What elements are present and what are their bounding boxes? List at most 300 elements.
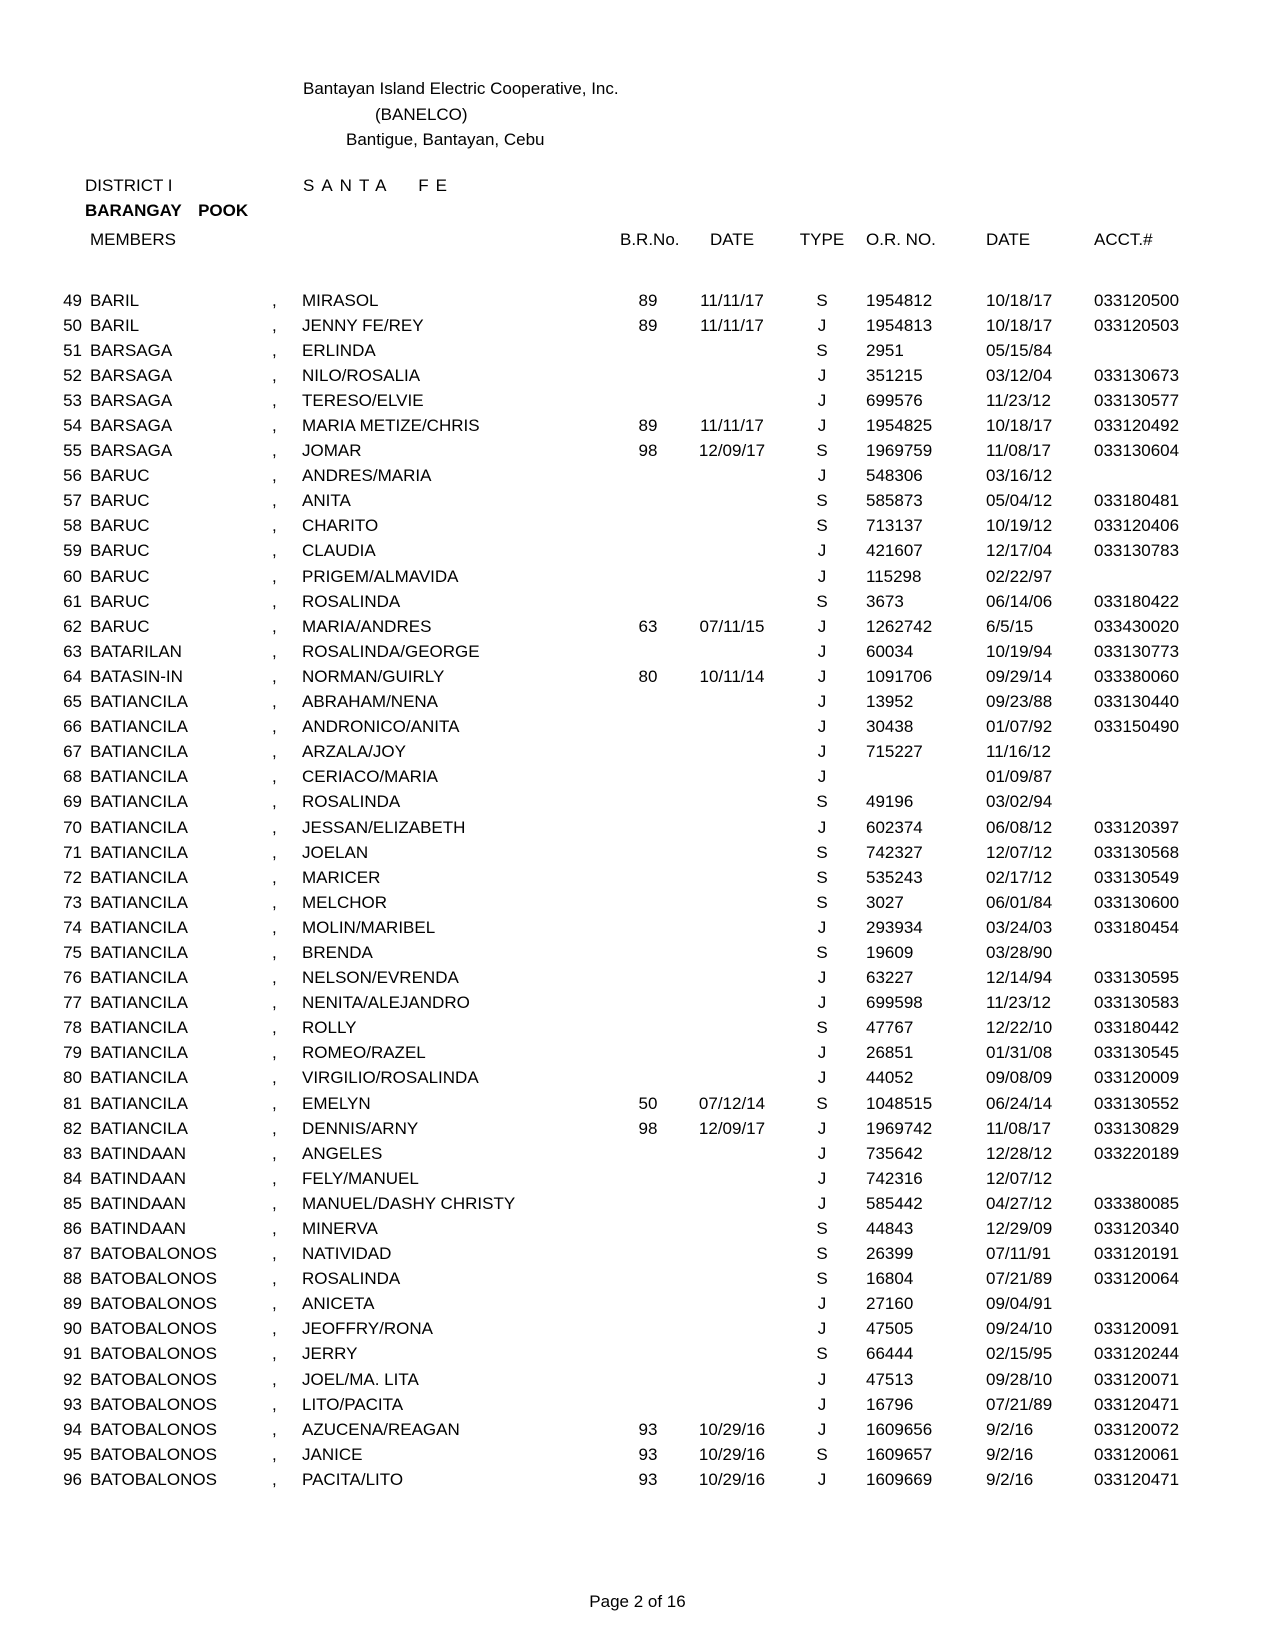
or-no-cell: 535243: [866, 867, 923, 887]
row-number: 63: [63, 641, 82, 661]
row-number: 60: [63, 566, 82, 586]
given-name-cell: MANUEL/DASHY CHRISTY: [302, 1193, 516, 1213]
given-name-cell: NILO/ROSALIA: [302, 365, 421, 385]
row-number: 72: [63, 867, 82, 887]
or-no-cell: 30438: [866, 717, 914, 737]
given-name-cell: ANICETA: [302, 1294, 375, 1314]
name-separator: ,: [272, 666, 277, 686]
or-no-cell: 13952: [866, 692, 914, 712]
row-number: 54: [63, 416, 82, 436]
br-date-cell: 11/11/17: [700, 315, 764, 335]
given-name-cell: NELSON/EVRENDA: [302, 968, 459, 988]
given-name-cell: ABRAHAM/NENA: [302, 692, 439, 712]
row-number: 49: [63, 290, 82, 310]
table-row: [50, 639, 1200, 664]
or-no-cell: 16804: [866, 1269, 914, 1289]
type-cell: J: [817, 1193, 827, 1213]
name-separator: ,: [272, 792, 277, 812]
table-row: [50, 539, 1200, 564]
or-no-cell: 1609656: [866, 1419, 933, 1439]
type-cell: J: [817, 993, 827, 1013]
org-address: Bantigue, Bantayan, Cebu: [346, 130, 545, 149]
surname-cell: BATINDAAN: [90, 1143, 187, 1163]
or-no-cell: 60034: [866, 641, 914, 661]
surname-cell: BATIANCILA: [90, 1093, 188, 1113]
name-separator: ,: [272, 993, 277, 1013]
name-separator: ,: [272, 290, 277, 310]
given-name-cell: TERESO/ELVIE: [302, 390, 424, 410]
row-number: 66: [63, 717, 82, 737]
type-cell: J: [817, 315, 827, 335]
or-date-cell: 10/19/94: [986, 641, 1053, 661]
name-separator: ,: [272, 1068, 277, 1088]
acct-cell: 033180442: [1094, 1018, 1180, 1038]
brno-cell: 93: [638, 1419, 658, 1439]
or-date-cell: 11/23/12: [986, 993, 1051, 1013]
name-separator: ,: [272, 1469, 277, 1489]
surname-cell: BATINDAAN: [90, 1219, 187, 1239]
or-no-cell: 351215: [866, 365, 923, 385]
given-name-cell: MARIA/ANDRES: [302, 616, 432, 636]
name-separator: ,: [272, 1244, 277, 1264]
or-no-cell: 1262742: [866, 616, 933, 636]
or-no-cell: 699576: [866, 390, 923, 410]
row-number: 62: [63, 616, 82, 636]
name-separator: ,: [272, 416, 277, 436]
or-date-cell: 09/04/91: [986, 1294, 1053, 1314]
or-no-cell: 66444: [866, 1344, 914, 1364]
type-cell: S: [816, 290, 828, 310]
type-cell: J: [817, 717, 827, 737]
or-no-cell: 735642: [866, 1143, 923, 1163]
name-separator: ,: [272, 917, 277, 937]
type-cell: S: [816, 792, 828, 812]
table-row: [50, 765, 1200, 790]
table-row: [50, 288, 1200, 313]
type-cell: S: [816, 942, 828, 962]
surname-cell: BARUC: [90, 591, 150, 611]
type-cell: S: [816, 1444, 828, 1464]
name-separator: ,: [272, 968, 277, 988]
given-name-cell: CHARITO: [302, 516, 379, 536]
type-cell: J: [817, 1143, 827, 1163]
row-number: 90: [63, 1319, 82, 1339]
table-row: [50, 715, 1200, 740]
given-name-cell: NATIVIDAD: [302, 1244, 392, 1264]
acct-cell: 033130577: [1094, 390, 1180, 410]
or-date-cell: 09/29/14: [986, 666, 1053, 686]
acct-cell: 033120191: [1094, 1244, 1180, 1264]
table-row: [50, 313, 1200, 338]
or-no-cell: 1609657: [866, 1444, 933, 1464]
or-no-cell: 602374: [866, 817, 923, 837]
type-cell: J: [817, 365, 827, 385]
given-name-cell: ROSALINDA: [302, 1269, 401, 1289]
surname-cell: BATOBALONOS: [90, 1344, 217, 1364]
or-no-cell: 548306: [866, 466, 923, 486]
type-cell: S: [816, 892, 828, 912]
row-number: 93: [63, 1394, 82, 1414]
or-no-cell: 293934: [866, 917, 923, 937]
type-cell: J: [817, 616, 827, 636]
brno-cell: 50: [638, 1093, 658, 1113]
type-cell: J: [817, 767, 827, 787]
acct-cell: 033130568: [1094, 842, 1180, 862]
given-name-cell: LITO/PACITA: [302, 1394, 404, 1414]
given-name-cell: FELY/MANUEL: [302, 1168, 419, 1188]
type-cell: J: [817, 1043, 827, 1063]
acct-cell: 033120397: [1094, 817, 1180, 837]
or-no-column-header: O.R. NO.: [866, 230, 936, 249]
or-no-cell: 421607: [866, 541, 923, 561]
or-date-cell: 07/21/89: [986, 1269, 1053, 1289]
or-no-cell: 27160: [866, 1294, 914, 1314]
acct-cell: 033120340: [1094, 1219, 1180, 1239]
name-separator: ,: [272, 1168, 277, 1188]
table-row: [50, 1442, 1200, 1467]
name-separator: ,: [272, 817, 277, 837]
row-number: 59: [63, 541, 82, 561]
acct-cell: 033430020: [1094, 616, 1180, 636]
surname-cell: BARUC: [90, 541, 150, 561]
acct-cell: 033130549: [1094, 867, 1180, 887]
surname-cell: BATIANCILA: [90, 742, 188, 762]
table-row: [50, 1016, 1200, 1041]
acct-cell: 033130673: [1094, 365, 1180, 385]
type-cell: J: [817, 1369, 827, 1389]
or-date-cell: 12/07/12: [986, 842, 1053, 862]
given-name-cell: ANGELES: [302, 1143, 383, 1163]
name-separator: ,: [272, 616, 277, 636]
surname-cell: BATINDAAN: [90, 1193, 187, 1213]
name-separator: ,: [272, 340, 277, 360]
brno-cell: 63: [638, 616, 658, 636]
members-table: [50, 288, 1200, 1493]
or-date-cell: 11/08/17: [986, 441, 1051, 461]
name-separator: ,: [272, 1294, 277, 1314]
name-separator: ,: [272, 767, 277, 787]
or-date-cell: 03/02/94: [986, 792, 1053, 812]
acct-cell: 033180481: [1094, 491, 1180, 511]
row-number: 64: [63, 666, 82, 686]
org-header: [303, 76, 619, 153]
table-row: [50, 1267, 1200, 1292]
table-row: [50, 1342, 1200, 1367]
brno-cell: 93: [638, 1444, 658, 1464]
or-date-cell: 02/15/95: [986, 1344, 1053, 1364]
or-date-cell: 09/28/10: [986, 1369, 1053, 1389]
br-date-cell: 07/11/15: [699, 616, 765, 636]
given-name-cell: MIRASOL: [302, 290, 379, 310]
surname-cell: BARUC: [90, 491, 150, 511]
name-separator: ,: [272, 1319, 277, 1339]
or-date-cell: 07/21/89: [986, 1394, 1053, 1414]
given-name-cell: MARICER: [302, 867, 381, 887]
given-name-cell: EMELYN: [302, 1093, 371, 1113]
row-number: 57: [63, 491, 82, 511]
given-name-cell: BRENDA: [302, 942, 373, 962]
or-no-cell: 47505: [866, 1319, 914, 1339]
name-separator: ,: [272, 390, 277, 410]
table-row: [50, 589, 1200, 614]
table-row: [50, 1467, 1200, 1492]
brno-cell: 98: [638, 1118, 658, 1138]
row-number: 88: [63, 1269, 82, 1289]
surname-cell: BARSAGA: [90, 340, 173, 360]
given-name-cell: JOEL/MA. LITA: [302, 1369, 419, 1389]
type-cell: J: [817, 817, 827, 837]
district-value: SANTA FE: [303, 176, 454, 195]
given-name-cell: JEOFFRY/RONA: [302, 1319, 433, 1339]
surname-cell: BARSAGA: [90, 390, 173, 410]
given-name-cell: ARZALA/JOY: [302, 742, 406, 762]
or-date-cell: 06/01/84: [986, 892, 1053, 912]
surname-cell: BATIANCILA: [90, 792, 188, 812]
surname-cell: BARUC: [90, 466, 150, 486]
brno-cell: 80: [638, 666, 658, 686]
name-separator: ,: [272, 1394, 277, 1414]
br-date-cell: 07/12/14: [698, 1093, 766, 1113]
surname-cell: BATIANCILA: [90, 817, 188, 837]
row-number: 77: [63, 993, 82, 1013]
acct-cell: 033120406: [1094, 516, 1180, 536]
acct-cell: 033130583: [1094, 993, 1180, 1013]
name-separator: ,: [272, 516, 277, 536]
row-number: 61: [63, 591, 82, 611]
br-date-cell: 11/11/17: [700, 290, 764, 310]
or-date-cell: 06/24/14: [986, 1093, 1053, 1113]
table-row: [50, 865, 1200, 890]
given-name-cell: AZUCENA/REAGAN: [302, 1419, 460, 1439]
row-number: 74: [63, 917, 82, 937]
table-row: [50, 1367, 1200, 1392]
table-row: [50, 614, 1200, 639]
or-no-cell: 115298: [866, 566, 922, 586]
type-cell: S: [816, 1219, 828, 1239]
br-date-cell: 10/29/16: [698, 1444, 766, 1464]
table-row: [50, 815, 1200, 840]
acct-cell: 033130783: [1094, 541, 1180, 561]
table-row: [50, 1166, 1200, 1191]
or-no-cell: 699598: [866, 993, 923, 1013]
or-date-cell: 11/23/12: [986, 390, 1051, 410]
or-no-cell: 26399: [866, 1244, 914, 1264]
given-name-cell: NORMAN/GUIRLY: [302, 666, 445, 686]
type-cell: J: [817, 1068, 827, 1088]
surname-cell: BATIANCILA: [90, 842, 188, 862]
type-cell: J: [817, 1319, 827, 1339]
type-cell: J: [817, 416, 827, 436]
name-separator: ,: [272, 742, 277, 762]
acct-cell: 033130595: [1094, 968, 1180, 988]
acct-cell: 033120244: [1094, 1344, 1180, 1364]
surname-cell: BATOBALONOS: [90, 1319, 217, 1339]
table-row: [50, 1216, 1200, 1241]
given-name-cell: ANDRONICO/ANITA: [302, 717, 460, 737]
or-date-cell: 01/07/92: [986, 717, 1053, 737]
or-date-cell: 10/19/12: [986, 516, 1053, 536]
surname-cell: BARIL: [90, 315, 140, 335]
table-row: [50, 1066, 1200, 1091]
row-number: 52: [63, 365, 82, 385]
acct-cell: 033380060: [1094, 666, 1180, 686]
br-date-column-header: DATE: [709, 230, 755, 249]
acct-cell: 033120064: [1094, 1269, 1180, 1289]
surname-cell: BATOBALONOS: [90, 1419, 217, 1439]
row-number: 78: [63, 1018, 82, 1038]
given-name-cell: JESSAN/ELIZABETH: [302, 817, 466, 837]
type-cell: J: [817, 742, 827, 762]
table-row: [50, 514, 1200, 539]
given-name-cell: MOLIN/MARIBEL: [302, 917, 436, 937]
given-name-cell: ROSALINDA: [302, 591, 401, 611]
surname-cell: BATOBALONOS: [90, 1269, 217, 1289]
type-cell: S: [816, 1093, 828, 1113]
acct-cell: 033120091: [1094, 1319, 1180, 1339]
given-name-cell: MARIA METIZE/CHRIS: [302, 416, 480, 436]
name-separator: ,: [272, 466, 277, 486]
given-name-cell: JOMAR: [302, 441, 362, 461]
acct-cell: 033130773: [1094, 641, 1180, 661]
or-no-cell: 26851: [866, 1043, 914, 1063]
or-no-cell: 715227: [866, 742, 923, 762]
type-cell: J: [817, 1469, 827, 1489]
or-date-cell: 03/16/12: [986, 466, 1053, 486]
acct-cell: 033130545: [1094, 1043, 1180, 1063]
surname-cell: BATIANCILA: [90, 717, 188, 737]
br-date-cell: 10/11/14: [699, 666, 765, 686]
type-cell: S: [816, 516, 828, 536]
table-row: [50, 1141, 1200, 1166]
row-number: 86: [63, 1219, 82, 1239]
acct-cell: 033150490: [1094, 717, 1180, 737]
surname-cell: BATOBALONOS: [90, 1294, 217, 1314]
or-no-cell: 3027: [866, 892, 904, 912]
row-number: 75: [63, 942, 82, 962]
members-column-header: MEMBERS: [90, 230, 176, 249]
given-name-cell: PRIGEM/ALMAVIDA: [302, 566, 459, 586]
name-separator: ,: [272, 1043, 277, 1063]
row-number: 85: [63, 1193, 82, 1213]
brno-cell: 98: [638, 441, 658, 461]
row-number: 96: [63, 1469, 82, 1489]
table-row: [50, 413, 1200, 438]
type-cell: S: [816, 491, 828, 511]
type-cell: J: [817, 390, 827, 410]
type-cell: S: [816, 591, 828, 611]
surname-cell: BATIANCILA: [90, 942, 188, 962]
row-number: 82: [63, 1118, 82, 1138]
row-number: 58: [63, 516, 82, 536]
table-row: [50, 1041, 1200, 1066]
row-number: 81: [63, 1093, 82, 1113]
or-no-cell: 16796: [866, 1394, 914, 1414]
given-name-cell: ROLLY: [302, 1018, 357, 1038]
acct-cell: 033130552: [1094, 1093, 1180, 1113]
or-date-cell: 9/2/16: [986, 1419, 1034, 1439]
given-name-cell: MINERVA: [302, 1219, 378, 1239]
acct-cell: 033220189: [1094, 1143, 1180, 1163]
row-number: 76: [63, 968, 82, 988]
or-no-cell: 1048515: [866, 1093, 933, 1113]
row-number: 91: [63, 1344, 82, 1364]
table-row: [50, 940, 1200, 965]
type-cell: S: [816, 1269, 828, 1289]
or-no-cell: 44843: [866, 1219, 914, 1239]
surname-cell: BATIANCILA: [90, 767, 188, 787]
name-separator: ,: [272, 1269, 277, 1289]
surname-cell: BATOBALONOS: [90, 1369, 217, 1389]
org-name: Bantayan Island Electric Cooperative, Inc.: [303, 79, 619, 98]
name-separator: ,: [272, 717, 277, 737]
row-number: 73: [63, 892, 82, 912]
given-name-cell: ANDRES/MARIA: [302, 466, 432, 486]
type-cell: J: [817, 968, 827, 988]
given-name-cell: ROMEO/RAZEL: [302, 1043, 426, 1063]
surname-cell: BATIANCILA: [90, 1068, 188, 1088]
name-separator: ,: [272, 1419, 277, 1439]
surname-cell: BATOBALONOS: [90, 1394, 217, 1414]
surname-cell: BATASIN-IN: [90, 666, 183, 686]
brno-cell: 93: [638, 1469, 658, 1489]
acct-cell: 033120071: [1094, 1369, 1180, 1389]
name-separator: ,: [272, 1193, 277, 1213]
acct-cell: 033120072: [1094, 1419, 1180, 1439]
or-date-cell: 10/18/17: [986, 315, 1053, 335]
acct-cell: 033120492: [1094, 416, 1180, 436]
type-cell: J: [817, 641, 827, 661]
or-date-cell: 05/04/12: [986, 491, 1053, 511]
or-date-cell: 03/28/90: [986, 942, 1053, 962]
or-no-cell: 3673: [866, 591, 904, 611]
given-name-cell: ERLINDA: [302, 340, 376, 360]
surname-cell: BATIANCILA: [90, 692, 188, 712]
acct-cell: 033120471: [1094, 1469, 1180, 1489]
or-no-cell: 713137: [866, 516, 923, 536]
type-cell: J: [817, 1294, 827, 1314]
table-row: [50, 1317, 1200, 1342]
table-row: [50, 690, 1200, 715]
name-separator: ,: [272, 1344, 277, 1364]
or-date-cell: 10/18/17: [986, 290, 1053, 310]
surname-cell: BARIL: [90, 290, 140, 310]
type-cell: S: [816, 1018, 828, 1038]
acct-cell: 033380085: [1094, 1193, 1180, 1213]
acct-cell: 033120009: [1094, 1068, 1180, 1088]
name-separator: ,: [272, 591, 277, 611]
surname-cell: BATIANCILA: [90, 1018, 188, 1038]
or-no-cell: 63227: [866, 968, 914, 988]
name-separator: ,: [272, 491, 277, 511]
surname-cell: BATARILAN: [90, 641, 182, 661]
row-number: 94: [63, 1419, 82, 1439]
or-date-cell: 12/22/10: [986, 1018, 1053, 1038]
or-no-cell: 742327: [866, 842, 923, 862]
acct-cell: 033130829: [1094, 1118, 1180, 1138]
or-date-cell: 09/08/09: [986, 1068, 1053, 1088]
surname-cell: BATOBALONOS: [90, 1469, 217, 1489]
surname-cell: BATIANCILA: [90, 1118, 188, 1138]
surname-cell: BATIANCILA: [90, 867, 188, 887]
or-no-cell: 1954813: [866, 315, 933, 335]
table-row: [50, 363, 1200, 388]
table-row: [50, 439, 1200, 464]
or-date-cell: 12/14/94: [986, 968, 1053, 988]
type-cell: S: [816, 842, 828, 862]
or-date-cell: 11/16/12: [986, 742, 1051, 762]
table-row: [50, 564, 1200, 589]
or-no-cell: 1609669: [866, 1469, 933, 1489]
